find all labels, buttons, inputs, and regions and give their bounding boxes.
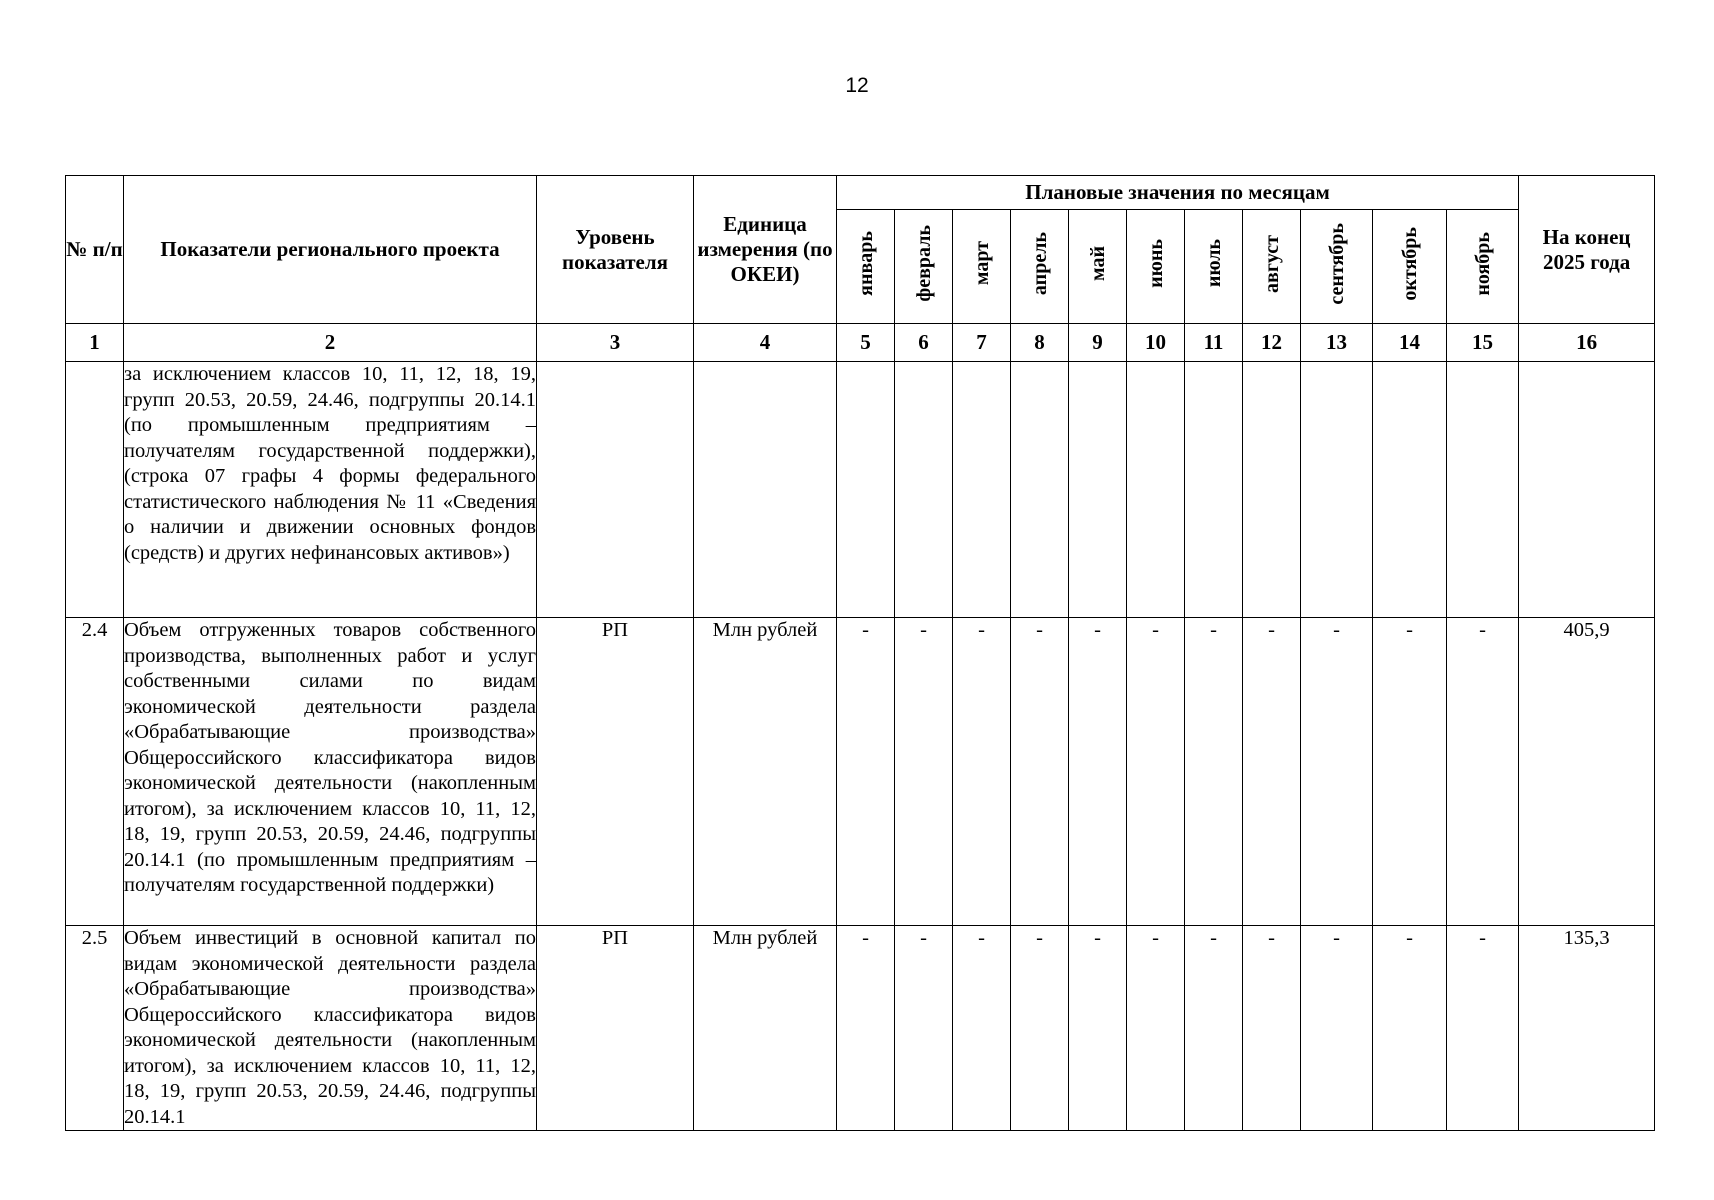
month-value	[1301, 362, 1373, 618]
month-value: -	[1069, 618, 1127, 926]
header-month-oct: октябрь	[1373, 210, 1447, 324]
column-number: 15	[1447, 324, 1519, 362]
header-month-jan: январь	[837, 210, 895, 324]
month-value: -	[953, 926, 1011, 1131]
month-value: -	[837, 618, 895, 926]
column-number: 1	[66, 324, 124, 362]
column-number: 4	[694, 324, 837, 362]
indicator-unit: Млн рублей	[694, 926, 837, 1131]
month-value: -	[1185, 926, 1243, 1131]
month-value: -	[1185, 618, 1243, 926]
column-number: 12	[1243, 324, 1301, 362]
column-number: 9	[1069, 324, 1127, 362]
indicator-unit	[694, 362, 837, 618]
month-value: -	[837, 926, 895, 1131]
month-value	[1447, 362, 1519, 618]
header-col-num: № п/п	[66, 176, 124, 324]
month-value	[895, 362, 953, 618]
column-number: 13	[1301, 324, 1373, 362]
indicator-unit: Млн рублей	[694, 618, 837, 926]
header-month-apr: апрель	[1011, 210, 1069, 324]
column-number: 2	[124, 324, 537, 362]
month-value: -	[1243, 618, 1301, 926]
table-row	[66, 618, 1655, 926]
month-value: -	[1301, 618, 1373, 926]
month-value: -	[1447, 618, 1519, 926]
column-number: 6	[895, 324, 953, 362]
column-number: 11	[1185, 324, 1243, 362]
indicator-level	[537, 362, 694, 618]
month-value: -	[1011, 926, 1069, 1131]
month-value: -	[895, 618, 953, 926]
column-number: 3	[537, 324, 694, 362]
month-value	[1185, 362, 1243, 618]
header-month-nov: ноябрь	[1447, 210, 1519, 324]
month-value: -	[1373, 926, 1447, 1131]
indicator-text: за исключением классов 10, 11, 12, 18, 19, групп 20.53, 20.59, 24.46, подгруппы 20.14.1 (по промышленным предприятиям – получателям государственной поддержки), (строка 07 графы 4 формы федерального статистического наблюдения № 11 «Сведения о наличии и движении основных фондов (средств) и других нефинансовых активов»)	[124, 362, 537, 618]
month-value: -	[1301, 926, 1373, 1131]
header-monthly-plan: Плановые значения по месяцам	[837, 176, 1519, 210]
column-number: 8	[1011, 324, 1069, 362]
column-number: 14	[1373, 324, 1447, 362]
column-number: 10	[1127, 324, 1185, 362]
header-col-unit: Единица измерения (по ОКЕИ)	[694, 176, 837, 324]
month-value: -	[895, 926, 953, 1131]
column-number: 5	[837, 324, 895, 362]
month-value	[837, 362, 895, 618]
indicator-level: РП	[537, 926, 694, 1131]
header-month-jun: июнь	[1127, 210, 1185, 324]
month-value: -	[1373, 618, 1447, 926]
month-value	[1127, 362, 1185, 618]
header-col-indicator: Показатели регионального проекта	[124, 176, 537, 324]
month-value: -	[1011, 618, 1069, 926]
header-col-level: Уровень показателя	[537, 176, 694, 324]
row-number: 2.4	[66, 618, 124, 926]
month-value: -	[1447, 926, 1519, 1131]
table-row	[66, 926, 1655, 1131]
header-col-end: На конец 2025 года	[1519, 176, 1655, 324]
end-of-year-value	[1519, 362, 1655, 618]
row-number: 2.5	[66, 926, 124, 1131]
table-row	[66, 362, 1655, 618]
header-month-feb: февраль	[895, 210, 953, 324]
row-number	[66, 362, 124, 618]
month-value	[953, 362, 1011, 618]
end-of-year-value: 405,9	[1519, 618, 1655, 926]
month-value	[1243, 362, 1301, 618]
indicator-level: РП	[537, 618, 694, 926]
header-month-mar: март	[953, 210, 1011, 324]
month-value: -	[1243, 926, 1301, 1131]
header-month-jul: июль	[1185, 210, 1243, 324]
month-value: -	[1127, 926, 1185, 1131]
month-value: -	[1069, 926, 1127, 1131]
header-month-sep: сентябрь	[1301, 210, 1373, 324]
indicator-text: Объем инвестиций в основной капитал по видам экономической деятельности раздела «Обрабатывающие производства» Общероссийского классификатора видов экономической деятельности (накопленным итогом), за исключением классов 10, 11, 12, 18, 19, групп 20.53, 20.59, 24.46, подгруппы 20.14.1	[124, 926, 537, 1131]
column-number: 7	[953, 324, 1011, 362]
header-month-aug: август	[1243, 210, 1301, 324]
month-value: -	[1127, 618, 1185, 926]
column-number: 16	[1519, 324, 1655, 362]
column-numbers-row	[66, 324, 1655, 362]
end-of-year-value: 135,3	[1519, 926, 1655, 1131]
page-number: 12	[845, 74, 869, 97]
month-value	[1069, 362, 1127, 618]
month-value: -	[953, 618, 1011, 926]
month-value	[1373, 362, 1447, 618]
month-value	[1011, 362, 1069, 618]
indicator-text: Объем отгруженных товаров собственного производства, выполненных работ и услуг собственными силами по видам экономической деятельности раздела «Обрабатывающие производства» Общероссийского классификатора видов экономической деятельности (накопленным итогом), за исключением классов 10, 11, 12, 18, 19, групп 20.53, 20.59, 24.46, подгруппы 20.14.1 (по промышленным предприятиям – получателям государственной поддержки)	[124, 618, 537, 926]
indicators-table	[65, 175, 1655, 1131]
header-month-may: май	[1069, 210, 1127, 324]
